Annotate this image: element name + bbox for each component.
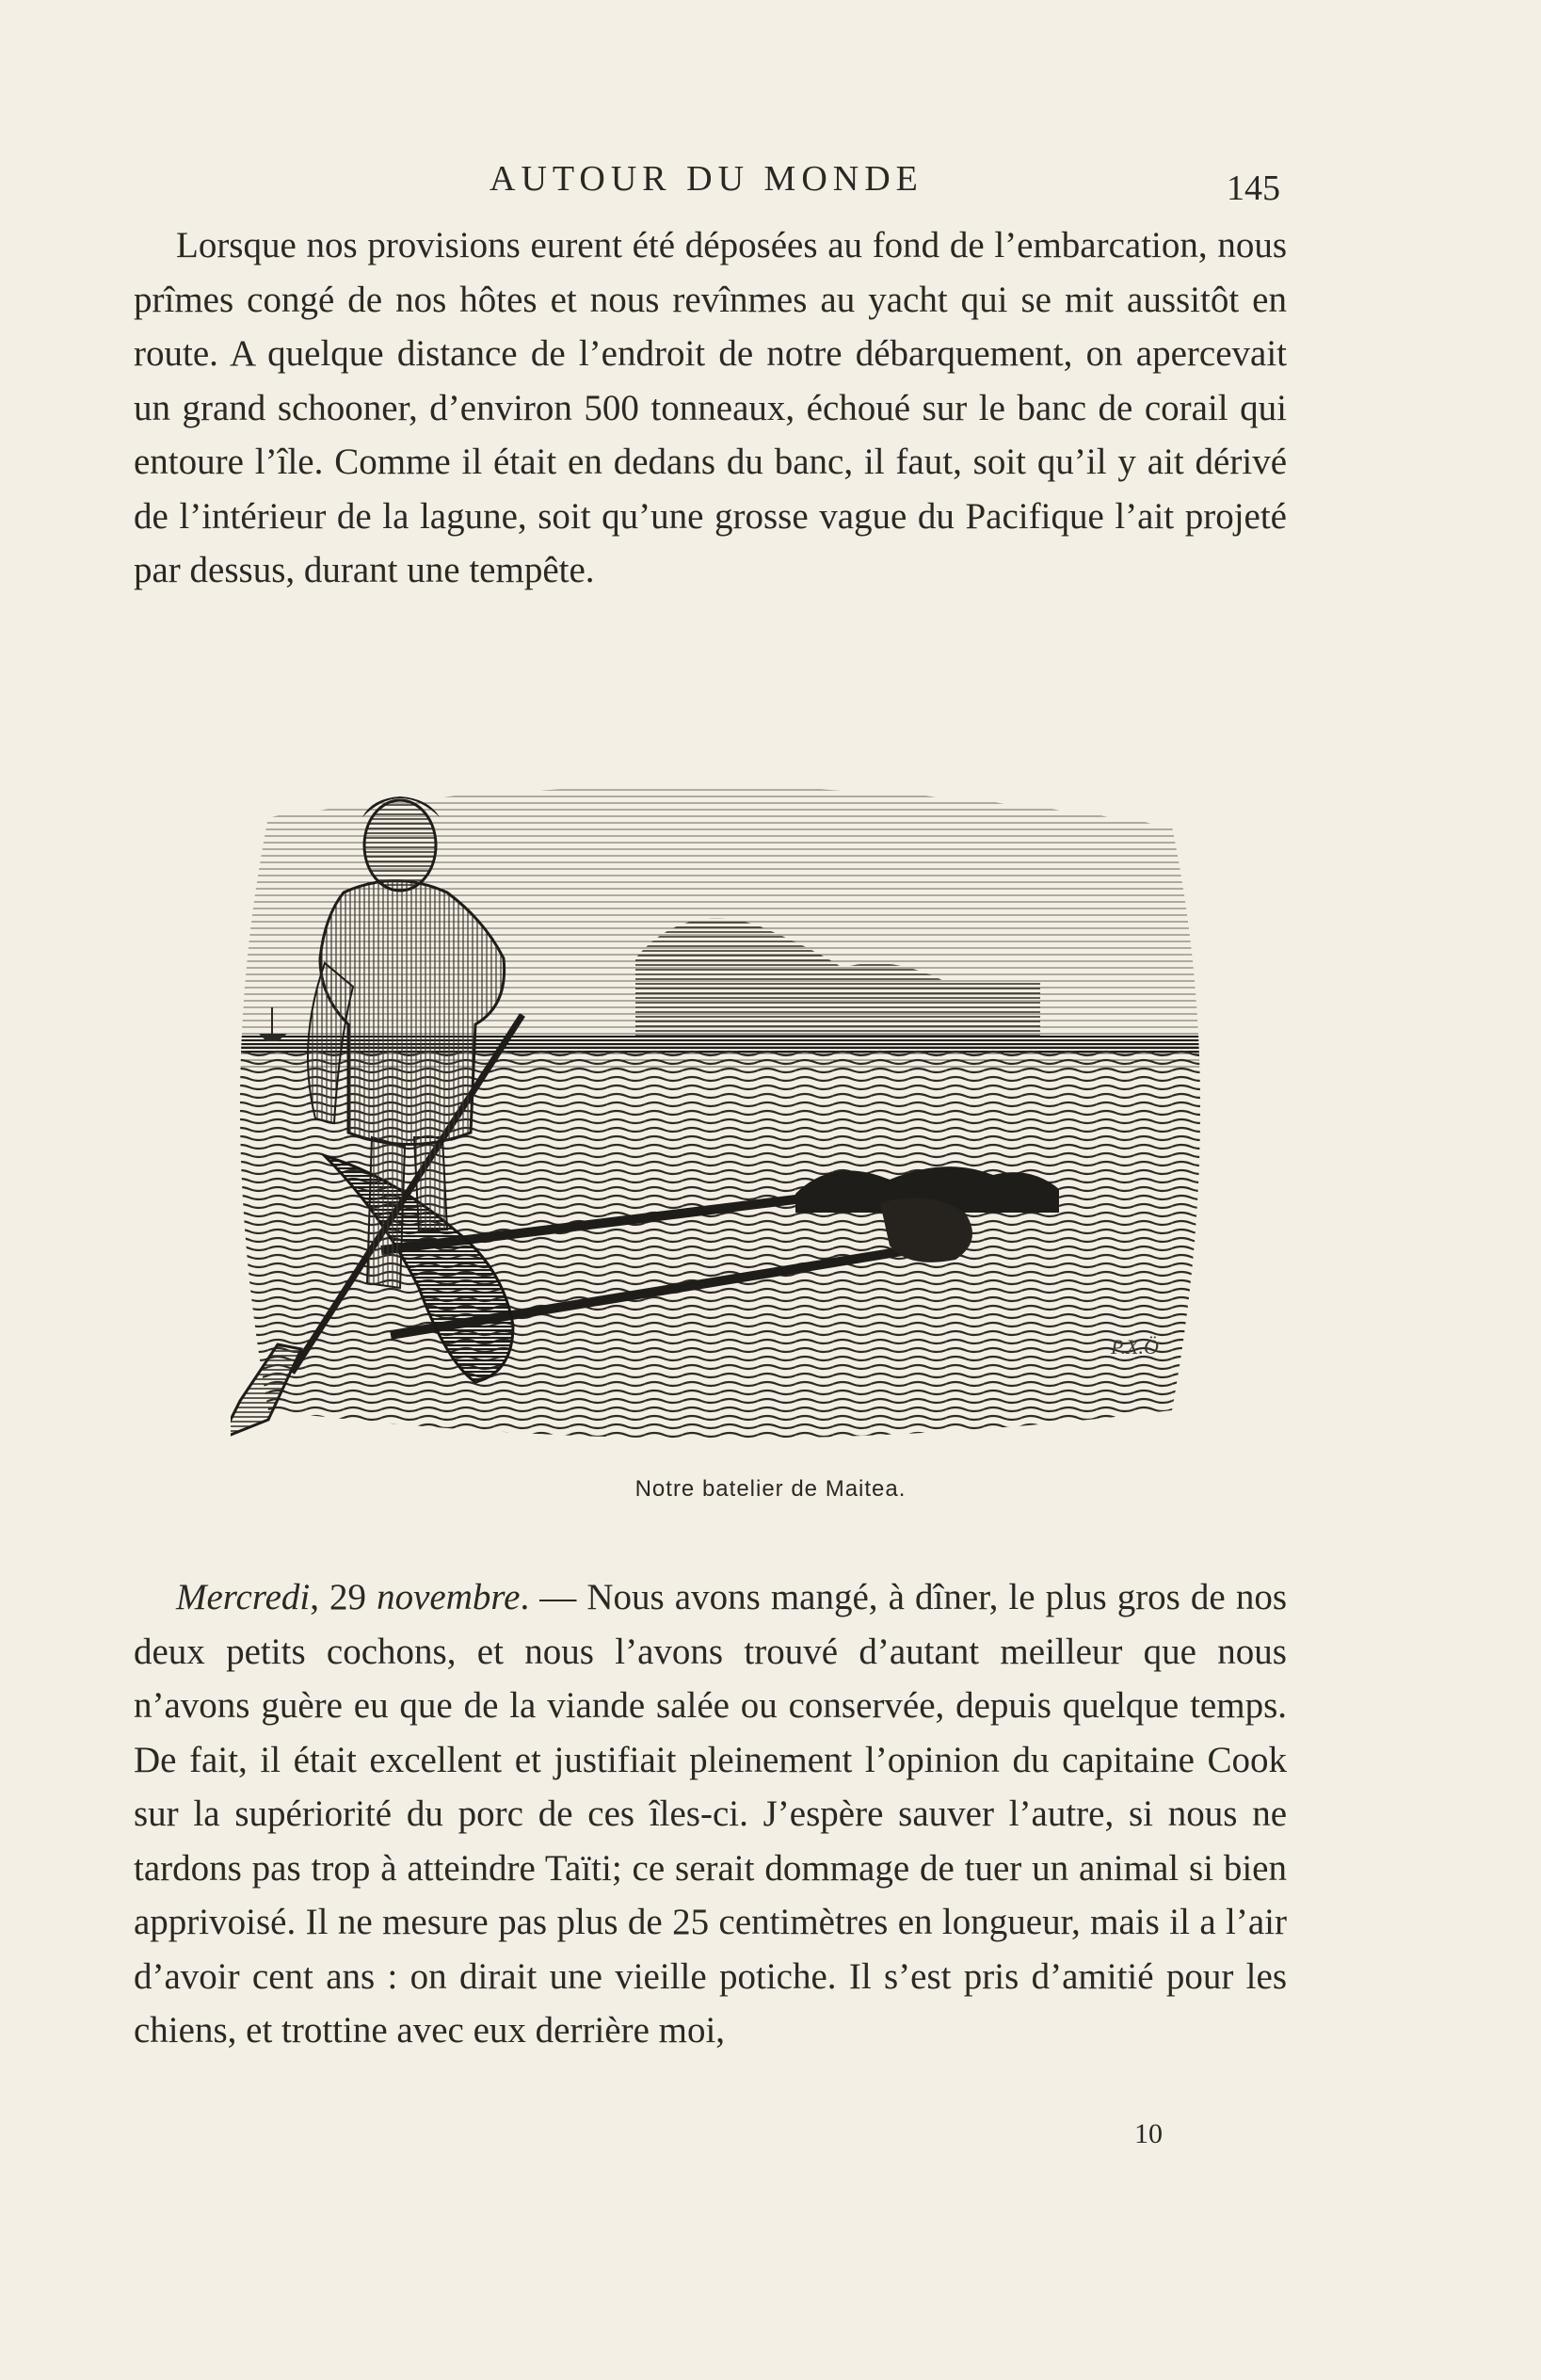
engraving-boatman-illustration: [231, 761, 1210, 1448]
signature-mark: 10: [1134, 2118, 1163, 2149]
running-title: AUTOUR DU MONDE: [490, 159, 923, 199]
illustration-caption: Notre batelier de Maitea.: [634, 1476, 907, 1502]
date-weekday: Mercredi: [176, 1577, 311, 1617]
running-head: [0, 158, 1541, 208]
date-day: , 29: [310, 1577, 377, 1617]
paragraph-1-text: Lorsque nos provisions eurent été déposées au fond de l’embarcation, nous prîmes congé de nos hôtes et nous revînmes au yacht qui se mit aussitôt en route. A quelque distance de l’endroit de notre débarquement, on apercevait un grand schooner, d’environ 500 tonneaux, échoué sur le banc de corail qui entoure l’île. Comme il était en dedans du banc, il faut, soit qu’il y ait dérivé de l’intérieur de la lagune, soit qu’une grosse vague du Pacifique l’ait projeté par dessus, durant une tempête.: [134, 225, 1287, 590]
paragraph-1: [134, 218, 1287, 598]
page-number: 145: [1227, 169, 1280, 208]
paragraph-2: [134, 1570, 1287, 2058]
paragraph-2-text: [134, 1570, 1287, 2058]
paragraph-2-body: . — Nous avons mangé, à dîner, le plus gros de nos deux petits cochons, et nous l’avons trouvé d’autant meilleur que nous n’avons guère eu que de la viande salée ou conservée, depuis quelque temps. De fait, il était excellent et justifiait pleinement l’opinion du capitaine Cook sur la supériorité du porc de ces îles-ci. J’espère sauver l’autre, si nous ne tardons pas trop à atteindre Taïti; ce serait dommage de tuer un animal si bien apprivoisé. Il ne mesure pas plus de 25 centimètres en longueur, mais il a l’air d’avoir cent ans : on dirait une vieille potiche. Il s’est pris d’amitié pour les chiens, et trottine avec eux derrière moi,: [134, 1577, 1287, 2050]
engraver-mark: P.X.Ö: [1111, 1335, 1159, 1359]
date-month: novembre: [377, 1577, 521, 1617]
